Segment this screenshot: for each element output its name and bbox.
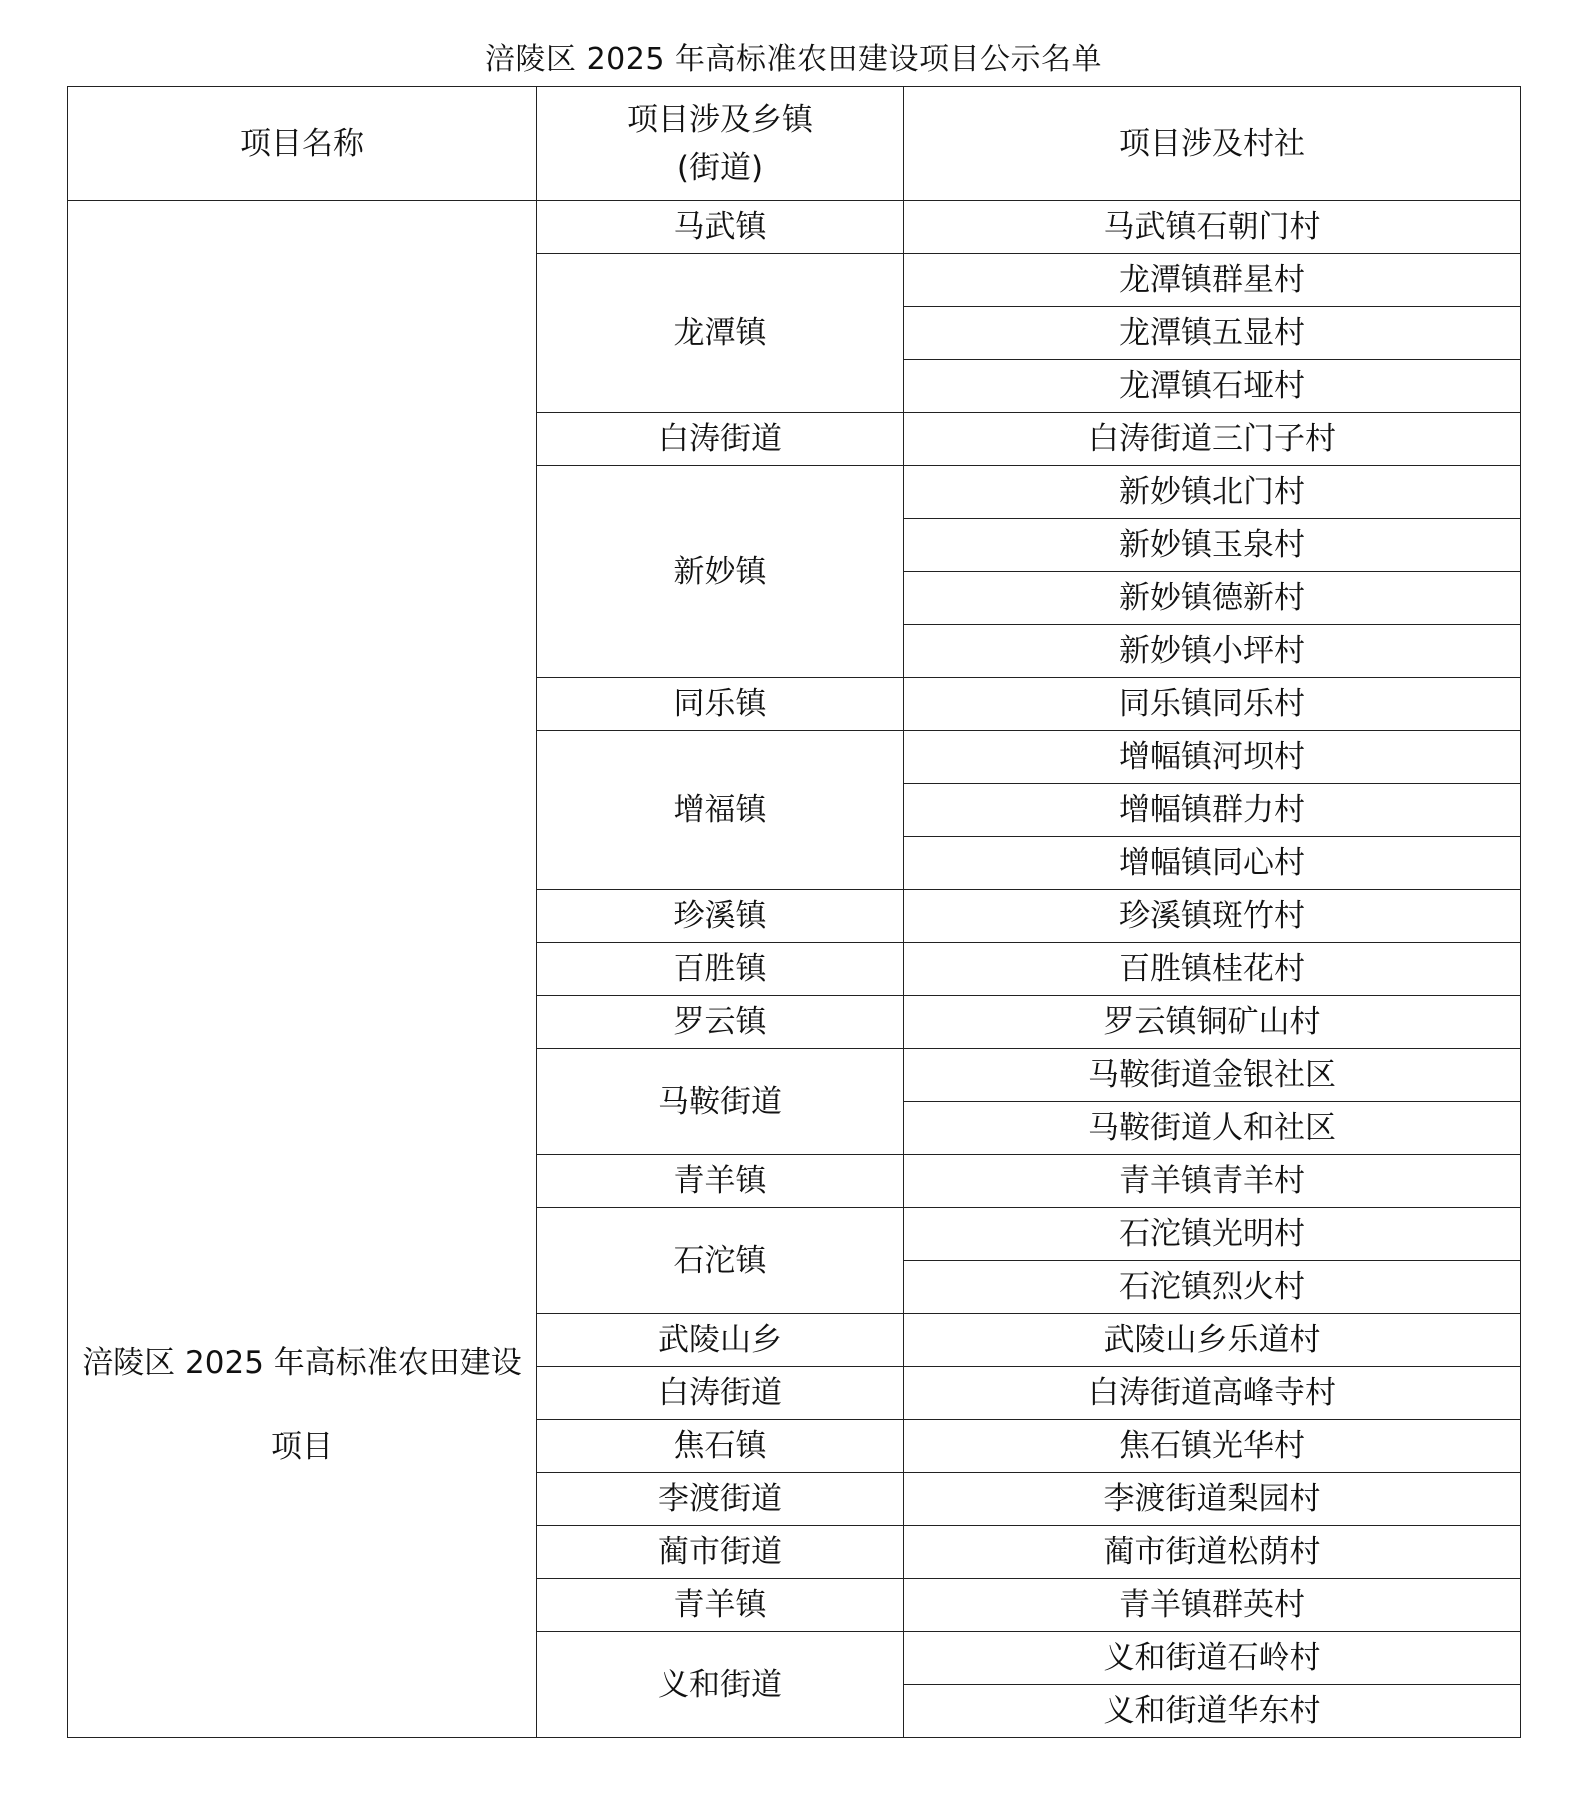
village-cell: 龙潭镇群星村 xyxy=(904,254,1521,307)
header-row xyxy=(68,87,1521,201)
project-name-line2: 项目 xyxy=(271,1429,333,1465)
town-cell: 珍溪镇 xyxy=(537,890,904,943)
village-cell: 龙潭镇五显村 xyxy=(904,307,1521,360)
village-cell: 义和街道华东村 xyxy=(904,1685,1521,1738)
project-name-line1: 涪陵区 2025 年高标准农田建设 xyxy=(82,1345,522,1381)
town-cell: 蔺市街道 xyxy=(537,1526,904,1579)
project-table xyxy=(67,86,1521,1738)
village-cell: 增幅镇群力村 xyxy=(904,784,1521,837)
village-cell: 蔺市街道松荫村 xyxy=(904,1526,1521,1579)
village-cell: 马鞍街道金银社区 xyxy=(904,1049,1521,1102)
village-cell: 罗云镇铜矿山村 xyxy=(904,996,1521,1049)
table-body xyxy=(68,201,1521,1738)
village-cell: 新妙镇玉泉村 xyxy=(904,519,1521,572)
town-cell: 罗云镇 xyxy=(537,996,904,1049)
town-cell: 白涛街道 xyxy=(537,1367,904,1420)
village-cell: 青羊镇青羊村 xyxy=(904,1155,1521,1208)
town-cell: 马武镇 xyxy=(537,201,904,254)
town-cell: 李渡街道 xyxy=(537,1473,904,1526)
village-cell: 新妙镇北门村 xyxy=(904,466,1521,519)
header-town-line1: 项目涉及乡镇 xyxy=(627,101,813,138)
header-town-line2: (街道) xyxy=(676,149,764,186)
village-cell: 马武镇石朝门村 xyxy=(904,201,1521,254)
village-cell: 武陵山乡乐道村 xyxy=(904,1314,1521,1367)
town-cell: 石沱镇 xyxy=(537,1208,904,1314)
village-cell: 龙潭镇石垭村 xyxy=(904,360,1521,413)
header-town xyxy=(537,87,904,201)
village-cell: 李渡街道梨园村 xyxy=(904,1473,1521,1526)
village-cell: 新妙镇小坪村 xyxy=(904,625,1521,678)
village-cell: 增幅镇河坝村 xyxy=(904,731,1521,784)
document-title: 涪陵区 2025 年高标准农田建设项目公示名单 xyxy=(485,42,1102,77)
village-cell: 白涛街道高峰寺村 xyxy=(904,1367,1521,1420)
table-header xyxy=(68,87,1521,201)
town-cell: 义和街道 xyxy=(537,1632,904,1738)
village-cell: 义和街道石岭村 xyxy=(904,1632,1521,1685)
town-cell: 增福镇 xyxy=(537,731,904,890)
town-cell: 新妙镇 xyxy=(537,466,904,678)
town-cell: 百胜镇 xyxy=(537,943,904,996)
table-row xyxy=(68,201,1521,254)
town-cell: 白涛街道 xyxy=(537,413,904,466)
village-cell: 同乐镇同乐村 xyxy=(904,678,1521,731)
header-village: 项目涉及村社 xyxy=(904,87,1521,201)
village-cell: 新妙镇德新村 xyxy=(904,572,1521,625)
village-cell: 青羊镇群英村 xyxy=(904,1579,1521,1632)
village-cell: 焦石镇光华村 xyxy=(904,1420,1521,1473)
village-cell: 百胜镇桂花村 xyxy=(904,943,1521,996)
project-name-cell xyxy=(68,201,537,1738)
village-cell: 白涛街道三门子村 xyxy=(904,413,1521,466)
town-cell: 焦石镇 xyxy=(537,1420,904,1473)
town-cell: 青羊镇 xyxy=(537,1155,904,1208)
town-cell: 龙潭镇 xyxy=(537,254,904,413)
town-cell: 青羊镇 xyxy=(537,1579,904,1632)
village-cell: 石沱镇光明村 xyxy=(904,1208,1521,1261)
town-cell: 马鞍街道 xyxy=(537,1049,904,1155)
village-cell: 珍溪镇斑竹村 xyxy=(904,890,1521,943)
header-project-name: 项目名称 xyxy=(68,87,537,201)
town-cell: 武陵山乡 xyxy=(537,1314,904,1367)
village-cell: 石沱镇烈火村 xyxy=(904,1261,1521,1314)
town-cell: 同乐镇 xyxy=(537,678,904,731)
village-cell: 增幅镇同心村 xyxy=(904,837,1521,890)
village-cell: 马鞍街道人和社区 xyxy=(904,1102,1521,1155)
